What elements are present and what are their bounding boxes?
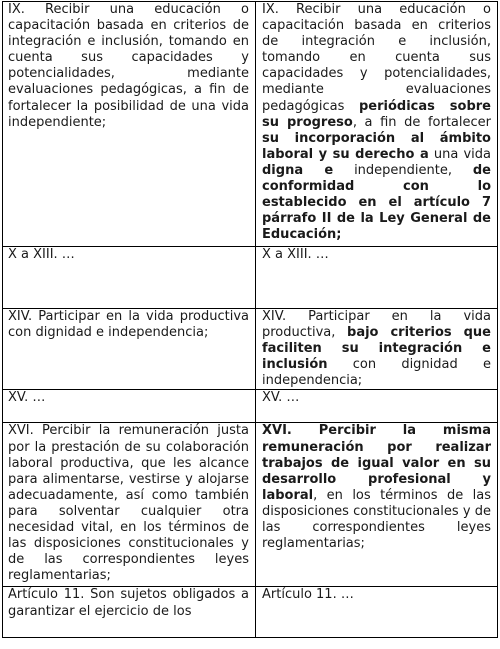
table-row xyxy=(3,2,498,247)
current-text-cell: IX. Recibir una educación o capacitación basada en criterios de integración e inclusión, tomando en cuenta sus capacidades y potencialidades, mediante evaluaciones pedagógicas, a fin de fortalecer la posibilidad de una vida independiente; xyxy=(3,2,256,247)
text-segment: X a XIII. … xyxy=(262,247,329,262)
proposed-text-cell xyxy=(256,309,498,390)
text-segment: , en los términos de las disposiciones constitucionales y de las correspondientes leyes reglamentarias; xyxy=(262,487,491,552)
proposed-text-cell xyxy=(256,423,498,587)
bold-text-segment: digna e xyxy=(262,162,334,178)
current-text-cell: XVI. Percibir la remuneración justa por la prestación de su colaboración laboral productiva, que les alcance para alimentarse, vestirse y alojarse adecuadamente, así como también para solventar cualquier otra necesidad vital, en los términos de las disposiciones constitucionales y de las correspondientes leyes reglamentarias; xyxy=(3,423,256,587)
text-segment: con dignidad e independencia; xyxy=(262,357,491,389)
table-row xyxy=(3,309,498,390)
text-segment: independiente, xyxy=(333,162,473,178)
text-segment: XIV. Participar en la vida productiva, xyxy=(262,309,491,341)
current-text-cell: X a XIII. … xyxy=(3,247,256,309)
proposed-text-cell xyxy=(256,247,498,309)
bold-text-segment: XVI. Percibir la misma remuneración por realizar trabajos de igual valor en su desarrollo profesional y laboral xyxy=(262,423,491,503)
table-row xyxy=(3,587,498,638)
bold-text-segment: bajo criterios que faciliten su integración e inclusión xyxy=(262,325,491,373)
text-segment: Artículo 11. … xyxy=(262,587,354,603)
table-row xyxy=(3,390,498,423)
bold-text-segment: su incorporación al ámbito laboral y su derecho a xyxy=(262,130,491,162)
text-segment: IX. Recibir una educación o capacitación basada en criterios de integración e inclusión, tomando en cuenta sus capacidades y potencialidades, mediante evaluaciones pedagógicas xyxy=(262,2,491,114)
text-segment: , a fin de fortalecer xyxy=(352,114,491,130)
table-row xyxy=(3,423,498,587)
proposed-text-cell xyxy=(256,390,498,423)
bold-text-segment: periódicas sobre su progreso xyxy=(262,98,491,130)
current-text-cell: XIV. Participar en la vida productiva con dignidad e independencia; xyxy=(3,309,256,390)
text-segment: una vida xyxy=(428,146,491,162)
proposed-text-cell xyxy=(256,2,498,247)
table-row xyxy=(3,247,498,309)
comparison-table xyxy=(2,1,498,638)
proposed-text-cell xyxy=(256,587,498,638)
text-segment: XV. … xyxy=(262,390,300,406)
current-text-cell: XV. … xyxy=(3,390,256,423)
bold-text-segment: de conformidad con lo establecido en el artículo 7 párrafo II de la Ley General de Educación; xyxy=(262,162,491,243)
current-text-cell: Artículo 11. Son sujetos obligados a garantizar el ejercicio de los xyxy=(3,587,256,638)
